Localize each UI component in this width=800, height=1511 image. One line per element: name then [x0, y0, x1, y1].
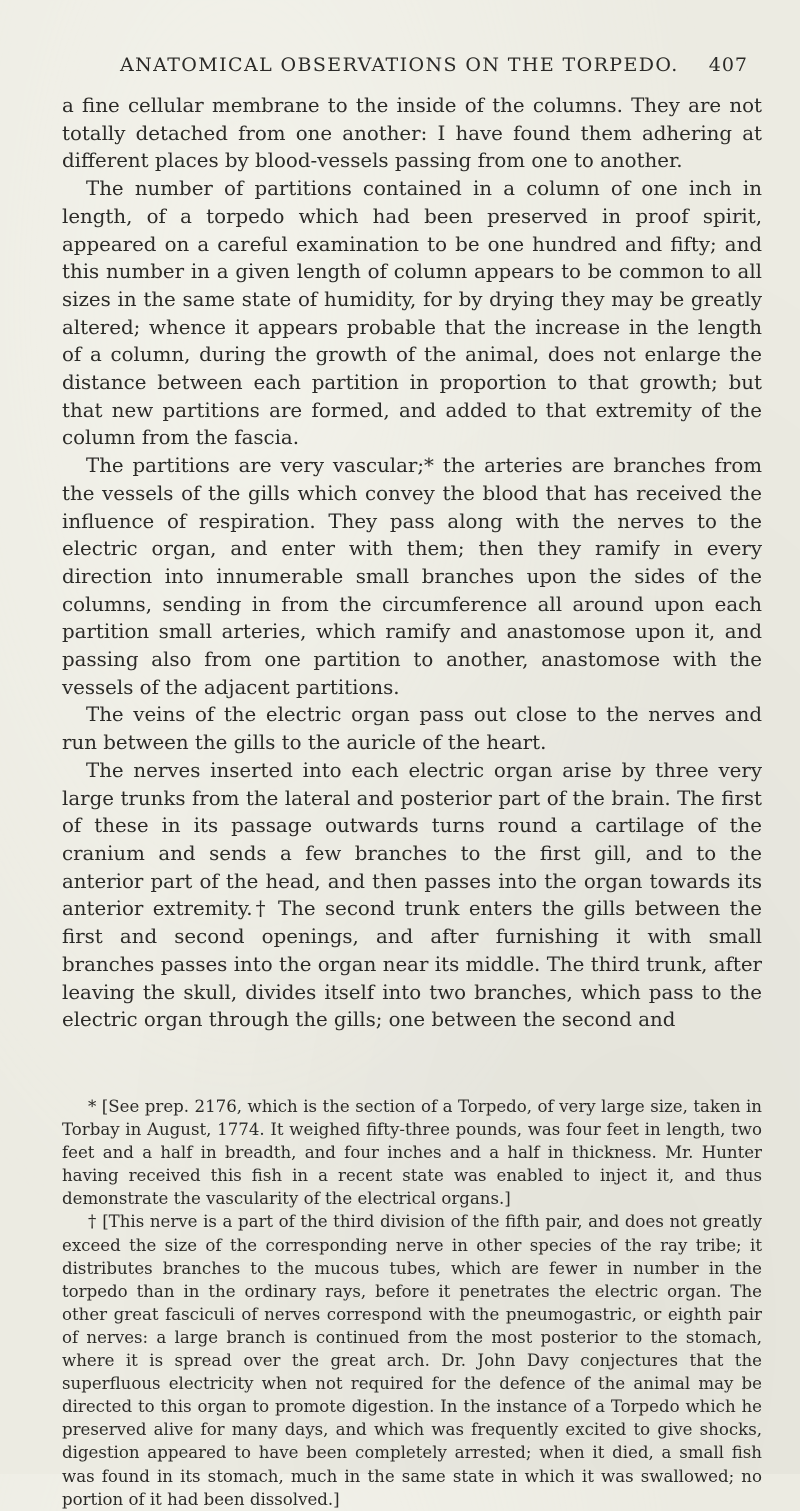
- running-head: [62, 50, 762, 80]
- paragraph: The partitions are very vascular;* the arteries are branches from the vessels of the gills which convey the blood that has received the influence of respiration. They pass along with the nerves to the electric organ, and enter with them; then they ramify in every direction into innumerable small branches upon the sides of the columns, sending in from the circumference all around upon each partition small arteries, which ramify and anastomose upon it, and passing also from one partition to another, anastomose with the vessels of the adjacent partitions.: [62, 454, 762, 699]
- paragraph: The number of partitions contained in a column of one inch in length, of a torpedo which had been preserved in proof spirit, appeared on a careful examination to be one hundred and fifty; and this number in a given length of column appears to be common to all sizes in the same state of humidity, for by drying they may be greatly altered; whence it appears probable that the increase in the length of a column, during the growth of the animal, does not enlarge the distance between each partition in proportion to that growth; but that new partitions are formed, and added to that extremity of the column from the fascia.: [62, 177, 762, 450]
- paragraph: The veins of the electric organ pass out close to the nerves and run between the gills to the auricle of the heart.: [62, 703, 762, 755]
- page-number: 407: [708, 54, 748, 76]
- footnote: † [This nerve is a part of the third division of the fifth pair, and does not greatly exceed the size of the corresponding nerve in other species of the ray tribe; it distributes branches to the mucous tubes, which are fewer in number in the torpedo than in the ordinary rays, before it penetrates the electric organ. The other great fasciculi of nerves correspond with the pneumogastric, or eighth pair of nerves: a large branch is continued from the most posterior to the stomach, where it is spread over the great arch. Dr. John Davy conjectures that the superfluous electricity when not required for the defence of the animal may be directed to this organ to promote digestion. In the instance of a Torpedo which he preserved alive for many days, and which was frequently excited to give shocks, digestion appeared to have been completely arrested; when it died, a small fish was found in its stomach, much in the same state in which it was swallowed; no portion of it had been dissolved.]: [62, 1212, 762, 1509]
- footnote: * [See prep. 2176, which is the section of a Torpedo, of very large size, taken in Torbay in August, 1774. It weighed fifty-three pounds, was four feet in length, two feet and a half in breadth, and four inches and a half in thickness. Mr. Hunter having received this fish in a recent state was enabled to inject it, and thus demonstrate the vascularity of the electrical organs.]: [62, 1097, 762, 1209]
- running-title: ANATOMICAL OBSERVATIONS ON THE TORPEDO.: [120, 54, 679, 76]
- paragraph: The nerves inserted into each electric organ arise by three very large trunks from the lateral and posterior part of the brain. The first of these in its passage outwards turns round a cartilage of the cranium and sends a few branches to the first gill, and to the anterior part of the head, and then passes into the organ towards its anterior extremity.† The second trunk enters the gills between the first and second openings, and after furnishing it with small branches passes into the organ near its middle. The third trunk, after leaving the skull, divides itself into two branches, which pass to the electric organ through the gills; one between the second and: [62, 758, 762, 1032]
- paragraph: a fine cellular membrane to the inside of the columns. They are not totally detached from one another: I have found them adhering at different places by blood-vessels passing from one to another.: [62, 94, 762, 173]
- body-text: [62, 92, 762, 1034]
- footnotes: [62, 1095, 762, 1511]
